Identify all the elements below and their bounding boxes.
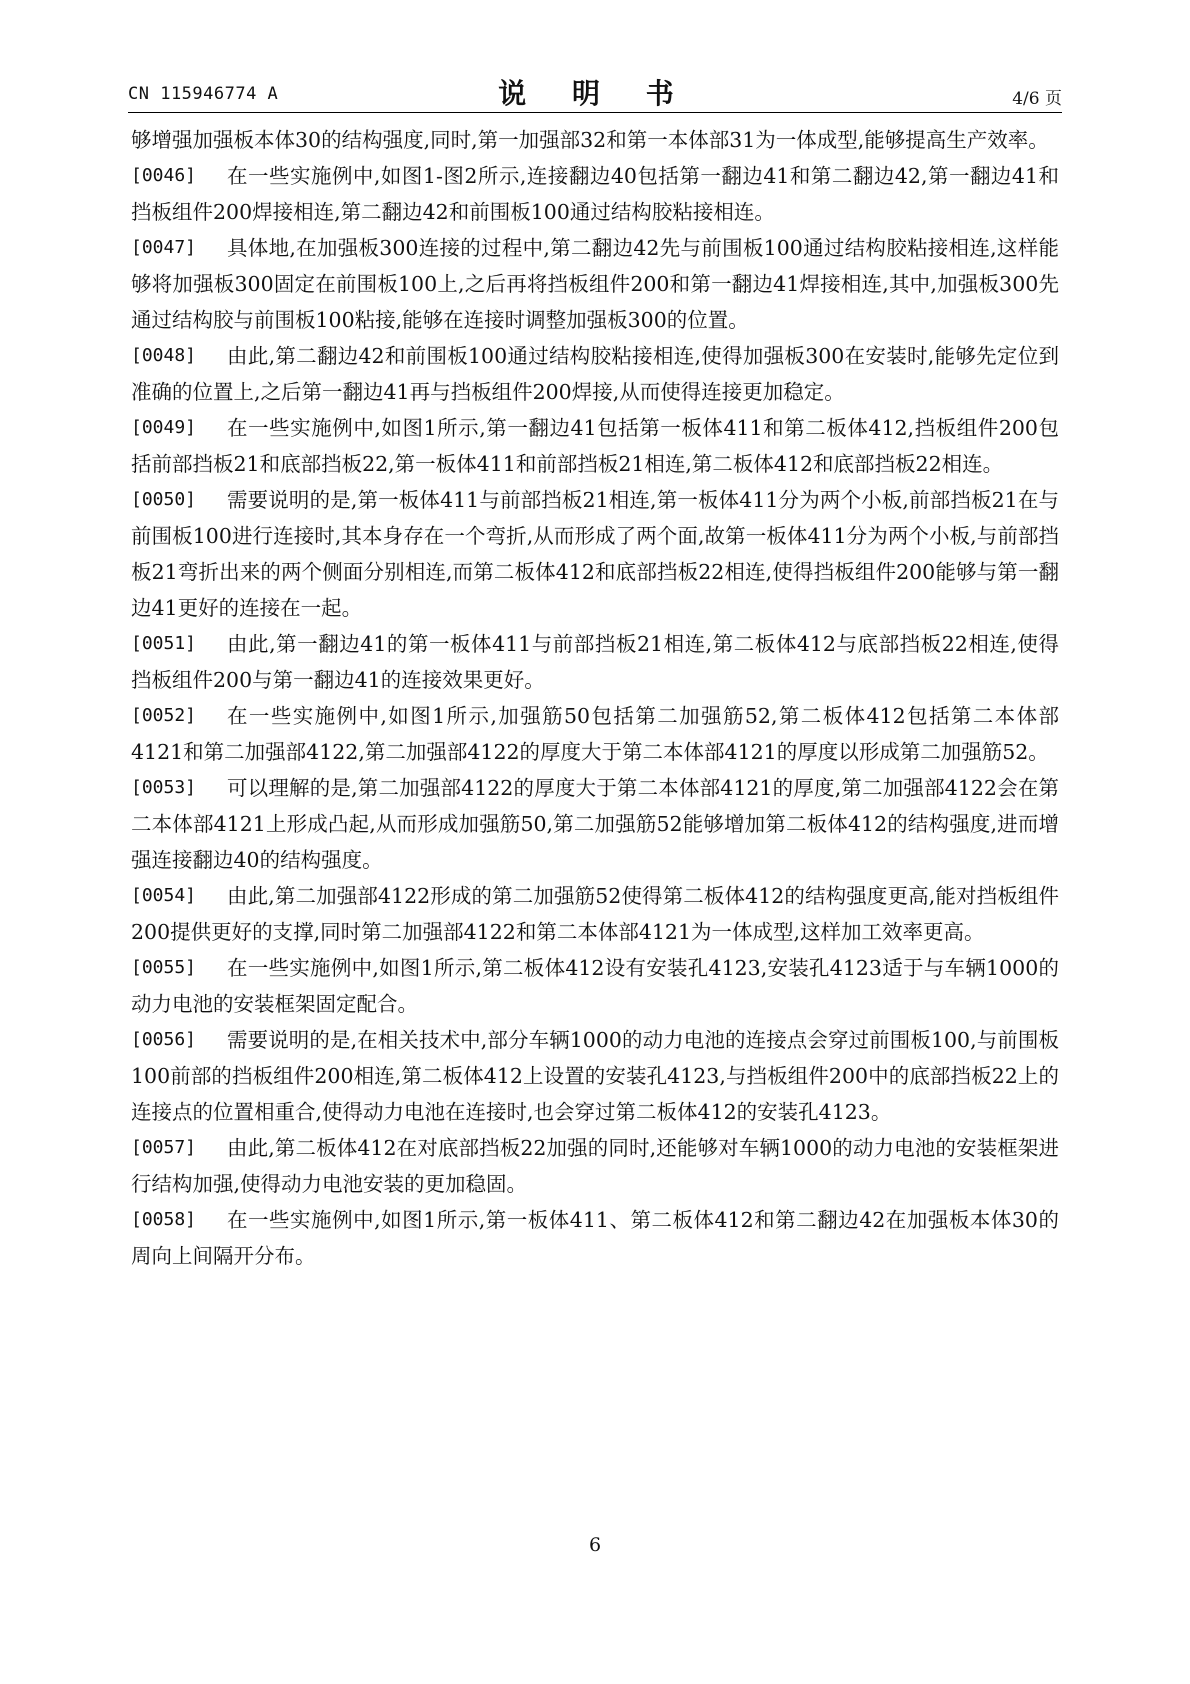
paragraph-0047 <box>131 230 1059 338</box>
paragraph-text: 可以理解的是,第二加强部4122的厚度大于第二本体部4121的厚度,第二加强部4122会在第二本体部4121上形成凸起,从而形成加强筋50,第二加强筋52能够增加第二板体412的结构强度,进而增强连接翻边40的结构强度。 <box>131 776 1059 872</box>
paragraph-text: 需要说明的是,在相关技术中,部分车辆1000的动力电池的连接点会穿过前围板100,与前围板100前部的挡板组件200相连,第二板体412上设置的安装孔4123,与挡板组件200中的底部挡板22上的连接点的位置相重合,使得动力电池在连接时,也会穿过第二板体412的安装孔4123。 <box>131 1028 1059 1124</box>
document-title: 说 明 书 <box>498 77 692 110</box>
paragraph-0050 <box>131 482 1059 626</box>
paragraph-0056 <box>131 1022 1059 1130</box>
paragraph-number: [0051] <box>131 633 197 654</box>
paragraph-number: [0052] <box>131 705 197 726</box>
paragraph-number: [0050] <box>131 489 197 510</box>
paragraph-text: 在一些实施例中,如图1所示,第二板体412设有安装孔4123,安装孔4123适于与车辆1000的动力电池的安装框架固定配合。 <box>131 956 1059 1016</box>
paragraph-number: [0049] <box>131 417 197 438</box>
paragraph-number: [0057] <box>131 1137 197 1158</box>
paragraph-0058 <box>131 1202 1059 1274</box>
paragraph-number: [0053] <box>131 777 197 798</box>
paragraph-number: [0048] <box>131 345 197 366</box>
header-rule <box>128 112 1062 113</box>
paragraph-0053 <box>131 770 1059 878</box>
page-number: 6 <box>588 1534 602 1556</box>
paragraph-number: [0056] <box>131 1029 197 1050</box>
paragraph-number: [0046] <box>131 165 197 186</box>
paragraph-number: [0047] <box>131 237 197 258</box>
paragraph-text: 由此,第一翻边41的第一板体411与前部挡板21相连,第二板体412与底部挡板22相连,使得挡板组件200与第一翻边41的连接效果更好。 <box>131 632 1059 692</box>
paragraph-text: 需要说明的是,第一板体411与前部挡板21相连,第一板体411分为两个小板,前部挡板21在与前围板100进行连接时,其本身存在一个弯折,从而形成了两个面,故第一板体411分为两个小板,与前部挡板21弯折出来的两个侧面分别相连,而第二板体412和底部挡板22相连,使得挡板组件200能够与第一翻边41更好的连接在一起。 <box>131 488 1059 620</box>
paragraph-0051 <box>131 626 1059 698</box>
page-indicator: 4/6 页 <box>1012 89 1062 109</box>
continued-paragraph: 够增强加强板本体30的结构强度,同时,第一加强部32和第一本体部31为一体成型,能够提高生产效率。 <box>131 128 1049 152</box>
paragraph-text: 在一些实施例中,如图1所示,加强筋50包括第二加强筋52,第二板体412包括第二本体部4121和第二加强部4122,第二加强部4122的厚度大于第二本体部4121的厚度以形成第二加强筋52。 <box>131 704 1059 764</box>
paragraph-text: 由此,第二板体412在对底部挡板22加强的同时,还能够对车辆1000的动力电池的安装框架进行结构加强,使得动力电池安装的更加稳固。 <box>131 1136 1059 1196</box>
paragraph-0055 <box>131 950 1059 1022</box>
paragraph-number: [0054] <box>131 885 197 906</box>
paragraph-text: 具体地,在加强板300连接的过程中,第二翻边42先与前围板100通过结构胶粘接相连,这样能够将加强板300固定在前围板100上,之后再将挡板组件200和第一翻边41焊接相连,其中,加强板300先通过结构胶与前围板100粘接,能够在连接时调整加强板300的位置。 <box>131 236 1059 332</box>
paragraph-text: 由此,第二加强部4122形成的第二加强筋52使得第二板体412的结构强度更高,能对挡板组件200提供更好的支撑,同时第二加强部4122和第二本体部4121为一体成型,这样加工效率更高。 <box>131 884 1059 944</box>
paragraph-number: [0055] <box>131 957 197 978</box>
paragraph-text: 由此,第二翻边42和前围板100通过结构胶粘接相连,使得加强板300在安装时,能够先定位到准确的位置上,之后第一翻边41再与挡板组件200焊接,从而使得连接更加稳定。 <box>131 344 1059 404</box>
paragraph-text: 在一些实施例中,如图1所示,第一翻边41包括第一板体411和第二板体412,挡板组件200包括前部挡板21和底部挡板22,第一板体411和前部挡板21相连,第二板体412和底部挡板22相连。 <box>131 416 1059 476</box>
paragraph-0049 <box>131 410 1059 482</box>
paragraph-text: 在一些实施例中,如图1所示,第一板体411、第二板体412和第二翻边42在加强板本体30的周向上间隔开分布。 <box>131 1208 1059 1268</box>
paragraph-0054 <box>131 878 1059 950</box>
page-header <box>128 72 1062 112</box>
paragraph-0057 <box>131 1130 1059 1202</box>
publication-number: CN 115946774 A <box>128 84 279 104</box>
paragraph-0048 <box>131 338 1059 410</box>
document-body <box>131 122 1059 1274</box>
paragraph-text: 在一些实施例中,如图1-图2所示,连接翻边40包括第一翻边41和第二翻边42,第一翻边41和挡板组件200焊接相连,第二翻边42和前围板100通过结构胶粘接相连。 <box>131 164 1059 224</box>
paragraph-number: [0058] <box>131 1209 197 1230</box>
paragraph-0046 <box>131 158 1059 230</box>
paragraph-0052 <box>131 698 1059 770</box>
